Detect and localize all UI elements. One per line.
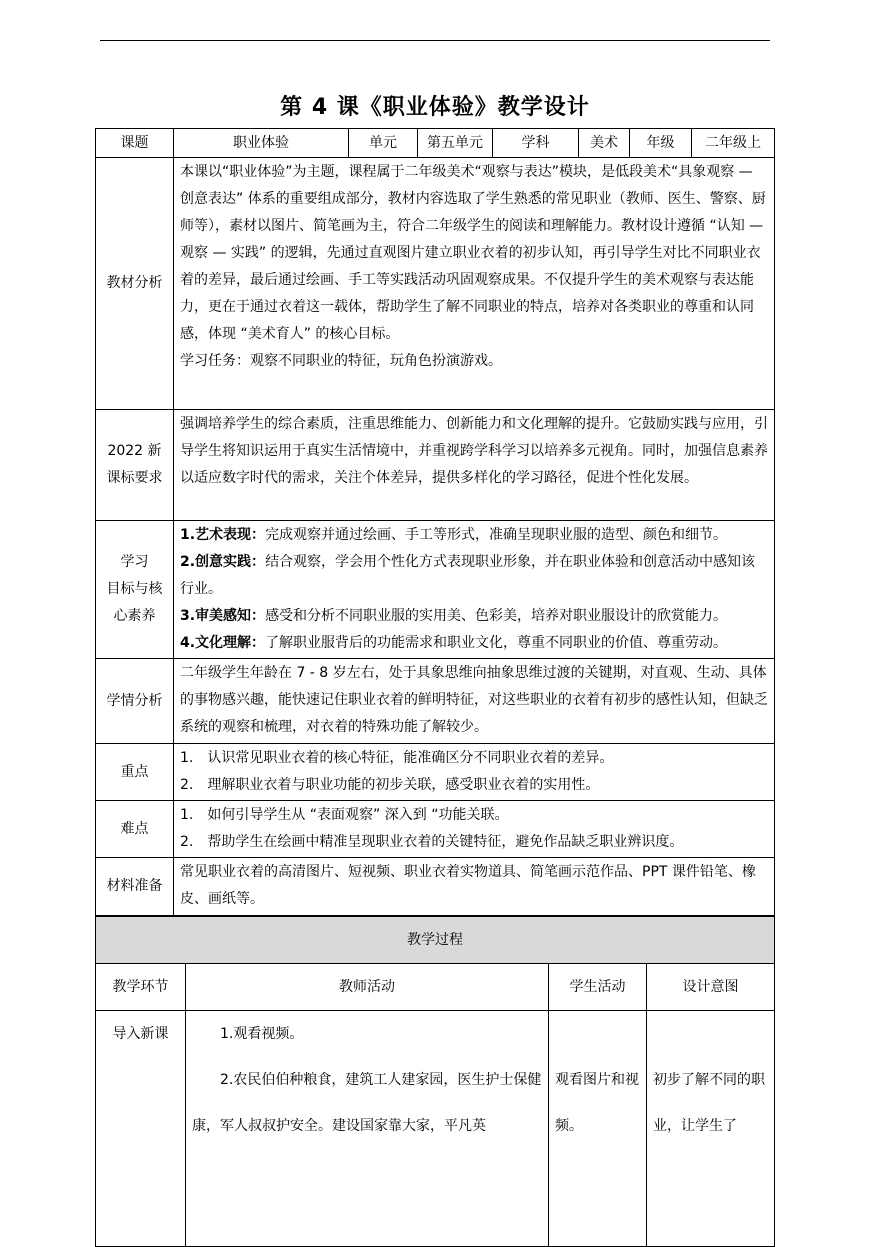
- goal-text: 结合观察，学会用个性化方式表现职业形象，并在职业体验和创意活动中感知该行业。: [180, 554, 756, 597]
- teaching-process-table: [95, 916, 775, 1247]
- teacher-activity-item: 2.农民伯伯种粮食，建筑工人建家园，医生护士保健康，军人叔叔护安全。建设国家靠大家，平凡英: [192, 1072, 542, 1134]
- standard-content: 强调培养学生的综合素质，注重思维能力、创新能力和文化理解的提升。它鼓励实践与应用，引导学生将知识运用于真实生活情境中，并重视跨学科学习以培养多元视角。同时，加强信息素养以适应数字时代的需求，关注个体差异，提供多样化的学习路径，促进个性化发展。: [174, 410, 775, 521]
- grade-label: 年级: [630, 129, 692, 158]
- analysis-label: 教材分析: [96, 158, 174, 410]
- goal-item: [180, 522, 768, 549]
- difficult-content: [174, 801, 775, 858]
- analysis-content: [174, 158, 775, 410]
- standard-row: [96, 410, 775, 521]
- header-rule: [100, 40, 770, 41]
- teacher-activity: [186, 1011, 549, 1247]
- design-intent: 初步了解不同的职业，让学生了: [647, 1011, 775, 1247]
- goals-row: [96, 521, 775, 659]
- lesson-info-table: [95, 128, 775, 916]
- key-item: 2. 理解职业衣着与职业功能的初步关联，感受职业衣着的实用性。: [180, 777, 600, 793]
- analysis-row: [96, 158, 775, 410]
- materials-row: [96, 858, 775, 916]
- goal-text: 完成观察并通过绘画、手工等形式，准确呈现职业服的造型、颜色和细节。: [265, 527, 728, 543]
- difficult-item: 1. 如何引导学生从 “表面观察” 深入到 “功能关联。: [180, 807, 509, 823]
- unit-label: 单元: [349, 129, 418, 158]
- unit-value: 第五单元: [418, 129, 493, 158]
- difficult-label: 难点: [96, 801, 174, 858]
- topic-label: 课题: [96, 129, 174, 158]
- goal-text: 感受和分析不同职业服的实用美、色彩美，培养对职业服设计的欣赏能力。: [265, 608, 728, 624]
- goals-label: [96, 521, 174, 659]
- process-row: [96, 1011, 775, 1247]
- process-title: 教学过程: [96, 917, 775, 964]
- goals-content: [174, 521, 775, 659]
- goals-label-line: 心素养: [113, 608, 156, 624]
- process-header-row: [96, 964, 775, 1011]
- subject-value: 美术: [579, 129, 630, 158]
- analysis-paragraph: 本课以“职业体验”为主题，课程属于二年级美术“观察与表达”模块，是低段美术“具象观察 — 创意表达” 体系的重要组成部分，教材内容选取了学生熟悉的常见职业（教师、医生、警察、厨师等），素材以图片、简笔画为主，符合二年级学生的阅读和理解能力。教材设计遵循 “认知 — 观察 — 实践” 的逻辑，先通过直观图片建立职业衣着的初步认知，再引导学生对比不同职业衣着的差异，最后通过绘画、手工等实践活动巩固观察成果。不仅提升学生的美术观察与表达能力，更在于通过衣着这一载体，帮助学生了解不同职业的特点，培养对各类职业的尊重和认同感，体现 “美术育人” 的核心目标。: [180, 164, 766, 342]
- header-stage: 教学环节: [96, 964, 186, 1011]
- key-content: [174, 744, 775, 801]
- goal-item: [180, 549, 768, 603]
- learning-task: 学习任务：观察不同职业的特征，玩角色扮演游戏。: [180, 353, 502, 369]
- goal-item: [180, 603, 768, 630]
- goal-head: 4.文化理解：: [180, 635, 266, 651]
- student-activity: 观看图片和视频。: [549, 1011, 647, 1247]
- goal-head: 2.创意实践：: [180, 554, 266, 570]
- materials-content: 常见职业衣着的高清图片、短视频、职业衣着实物道具、简笔画示范作品、PPT 课件铅笔、橡皮、画纸等。: [174, 858, 775, 916]
- standard-label: [96, 410, 174, 521]
- goal-text: 了解职业服背后的功能需求和职业文化，尊重不同职业的价值、尊重劳动。: [265, 635, 728, 651]
- standard-label-line: 2022 新: [107, 443, 162, 459]
- subject-label: 学科: [493, 129, 579, 158]
- stage-cell: 导入新课: [96, 1011, 186, 1247]
- header-intent: 设计意图: [647, 964, 775, 1011]
- difficult-row: [96, 801, 775, 858]
- students-content: 二年级学生年龄在 7 - 8 岁左右，处于具象思维向抽象思维过渡的关键期，对直观、生动、具体的事物感兴趣，能快速记住职业衣着的鲜明特征，对这些职业的衣着有初步的感性认知，但缺乏系统的观察和梳理，对衣着的特殊功能了解较少。: [174, 659, 775, 744]
- key-label: 重点: [96, 744, 174, 801]
- info-row: [96, 129, 775, 158]
- students-label: 学情分析: [96, 659, 174, 744]
- goals-label-line: 目标与核: [106, 581, 163, 597]
- topic-value: 职业体验: [174, 129, 349, 158]
- key-item: 1. 认识常见职业衣着的核心特征，能准确区分不同职业衣着的差异。: [180, 750, 614, 766]
- materials-label: 材料准备: [96, 858, 174, 916]
- goal-head: 1.艺术表现：: [180, 527, 266, 543]
- teacher-activity-item: 1.观看视频。: [220, 1026, 304, 1042]
- goals-label-line: 学习: [120, 554, 149, 570]
- document-title: 第 4 课《职业体验》教学设计: [280, 95, 590, 120]
- students-row: [96, 659, 775, 744]
- goal-item: [180, 630, 768, 657]
- difficult-item: 2. 帮助学生在绘画中精准呈现职业衣着的关键特征，避免作品缺乏职业辨识度。: [180, 834, 684, 850]
- standard-label-line: 课标要求: [106, 470, 163, 486]
- header-student: 学生活动: [549, 964, 647, 1011]
- header-teacher: 教师活动: [186, 964, 549, 1011]
- goal-head: 3.审美感知：: [180, 608, 266, 624]
- key-row: [96, 744, 775, 801]
- grade-value: 二年级上: [692, 129, 775, 158]
- process-title-row: [96, 917, 775, 964]
